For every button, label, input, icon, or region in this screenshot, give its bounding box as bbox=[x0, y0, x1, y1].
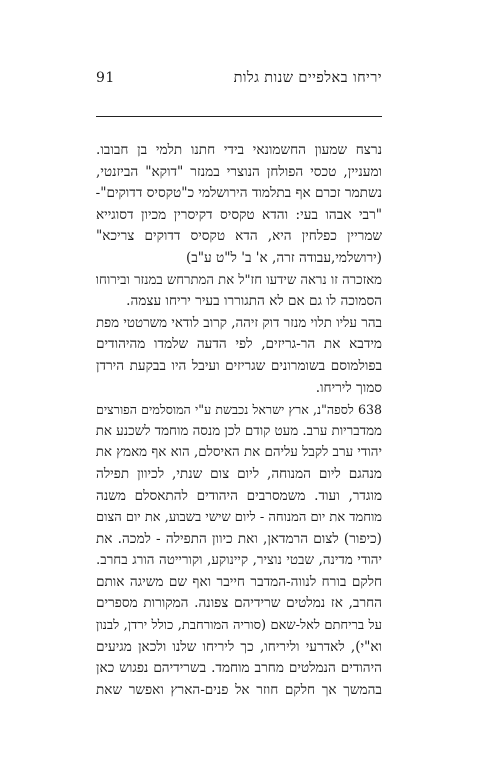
text-line: נרצח שמעון החשמונאי בידי חתנו תלמי בן חבובו. bbox=[96, 142, 382, 158]
text-line: נשתמר זכרם אף בתלמוד הירושלמי כ"טקסיס דדוקים"- bbox=[96, 185, 382, 202]
text-line: (כיפור) לצום הרמדאן, ואת כיוון התפילה - למכה. את bbox=[96, 530, 382, 547]
text-line: שמריין כפלחין היא, הדא טקסיס דדוקים צריכא" bbox=[96, 228, 382, 245]
text-line: הסמוכה לו גם אם לא התגוררו בעיר יריחו עצמה. bbox=[126, 293, 382, 310]
text-line: "רבי אבהו בעי: והדא טקסיס דקיסרין מכיון דסוגייא bbox=[96, 206, 382, 223]
text-line: מידבא את הר-גריזים, לפי הדעה שלמדו מהיהודים bbox=[96, 336, 382, 353]
page-header bbox=[96, 70, 382, 92]
text-line: חלקם בורח לנווה-המדבר חייבר ואף שם משיגה אותם bbox=[96, 573, 382, 590]
body-text bbox=[96, 140, 382, 701]
text-line: על בריחתם לאל-שאם (סוריה המורחבת, כולל ירדן, לבנון bbox=[96, 618, 382, 634]
page-number: 91 bbox=[96, 70, 115, 86]
text-line: בהמשך אך חלקם חוזר אל פנים-הארץ ואפשר שאת bbox=[96, 681, 382, 698]
text-line: וא"י), לאדרעי וליריחו, כך ליריחו שלנו ולכאן מגיעים bbox=[96, 638, 382, 655]
text-line: מנהגם ליום המנוחה, ליום צום שנתי, לכיוון תפילה bbox=[96, 465, 382, 482]
text-line: סמוך ליריחו. bbox=[315, 379, 382, 396]
text-line: ומעניין, טכסי הפולחן הנוצרי במנזר "דוקא" הביזנטי, bbox=[96, 163, 382, 180]
text-line: מאזכרה זו נראה שידעו חז"ל את המתרחש במנזר ובירוחו bbox=[96, 272, 382, 288]
text-line: יהודי ערב לקבל עליהם את האיסלם, הוא אף מאמץ את bbox=[96, 445, 382, 461]
header-rule bbox=[96, 116, 382, 117]
text-line: היהודים הנמלטים מחרב מוחמד. בשרידיהם נפגוש כאן bbox=[96, 660, 382, 677]
text-line: החרב, אז נמלטים שרידיהם צפונה. המקורות מספרים bbox=[96, 595, 382, 612]
text-line: 638 לספה"נ, ארץ ישראל נכבשת ע"י המוסלמים הפורצים bbox=[96, 402, 382, 418]
text-line: יהודי מדינה, שבטי נוציר, קיינוקע, וקורייטה הורג בחרב. bbox=[96, 553, 382, 569]
text-line: בפולמוסם בשומרונים שגריזים ועיבל היו בבקעת הירדן bbox=[96, 357, 382, 374]
running-title: יריחו באלפיים שנות גלות bbox=[233, 70, 382, 86]
text-line: בהר עליו תלוי מנזר דוק זיהה, קרוב לודאי משרטטי מפת bbox=[96, 315, 382, 331]
text-line: (ירושלמי,עבודה זרה, א' ב' ל"ט ע"ב) bbox=[185, 249, 382, 266]
text-line: מוחמד את יום המנוחה - ליום שישי בשבוע, את יום הצום bbox=[96, 510, 382, 526]
text-line: ממדבריות ערב. מעט קודם לכן מנסה מוחמד לשכנע את bbox=[96, 423, 382, 439]
text-line: מוגדר, ועוד. משמסרבים היהודים להתאסלם משנה bbox=[96, 487, 382, 504]
